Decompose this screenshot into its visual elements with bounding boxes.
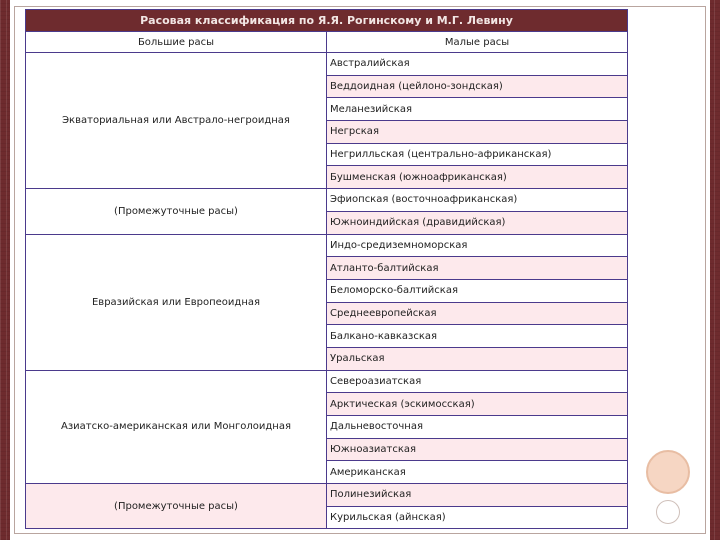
table-row [26, 234, 628, 257]
frame-line-right [705, 6, 706, 534]
column-header-major-races: Большие расы [26, 32, 327, 53]
minor-race-cell: Североазиатская [327, 370, 628, 393]
minor-race-cell: Дальневосточная [327, 416, 628, 439]
frame-line-top [14, 6, 706, 7]
major-race-cell: (Промежуточные расы) [26, 189, 327, 234]
table-title: Расовая классификация по Я.Я. Рогинскому и М.Г. Левину [26, 10, 628, 32]
minor-race-cell: Курильская (айнская) [327, 506, 628, 529]
race-classification-table [25, 9, 628, 529]
minor-race-cell: Южноиндийская (дравидийская) [327, 211, 628, 234]
minor-race-cell: Полинезийская [327, 484, 628, 507]
minor-race-cell: Беломорско-балтийская [327, 279, 628, 302]
minor-race-cell: Негрская [327, 121, 628, 144]
major-race-cell: Евразийская или Европеоидная [26, 234, 327, 370]
minor-race-cell: Американская [327, 461, 628, 484]
minor-race-cell: Атланто-балтийская [327, 257, 628, 280]
minor-race-cell: Уральская [327, 347, 628, 370]
minor-race-cell: Балкано-кавказская [327, 325, 628, 348]
major-race-cell: Азиатско-американская или Монголоидная [26, 370, 327, 483]
decorative-circle-large [646, 450, 690, 494]
table-row [26, 189, 628, 212]
frame-line-left [14, 6, 15, 534]
table-row [26, 53, 628, 76]
minor-race-cell: Арктическая (эскимосская) [327, 393, 628, 416]
minor-race-cell: Среднеевропейская [327, 302, 628, 325]
major-race-cell: Экваториальная или Австрало-негроидная [26, 53, 327, 189]
frame-line-bottom [14, 533, 706, 534]
major-race-cell: (Промежуточные расы) [26, 484, 327, 529]
minor-race-cell: Южноазиатская [327, 438, 628, 461]
table-row [26, 370, 628, 393]
column-header-minor-races: Малые расы [327, 32, 628, 53]
minor-race-cell: Эфиопская (восточноафриканская) [327, 189, 628, 212]
minor-race-cell: Австралийская [327, 53, 628, 76]
table-row [26, 484, 628, 507]
minor-race-cell: Бушменская (южноафриканская) [327, 166, 628, 189]
minor-race-cell: Меланезийская [327, 98, 628, 121]
minor-race-cell: Индо-средиземноморская [327, 234, 628, 257]
decorative-circle-small [656, 500, 680, 524]
minor-race-cell: Негрилльская (центрально-африканская) [327, 143, 628, 166]
table-body [26, 53, 628, 529]
minor-race-cell: Веддоидная (цейлоно-зондская) [327, 75, 628, 98]
